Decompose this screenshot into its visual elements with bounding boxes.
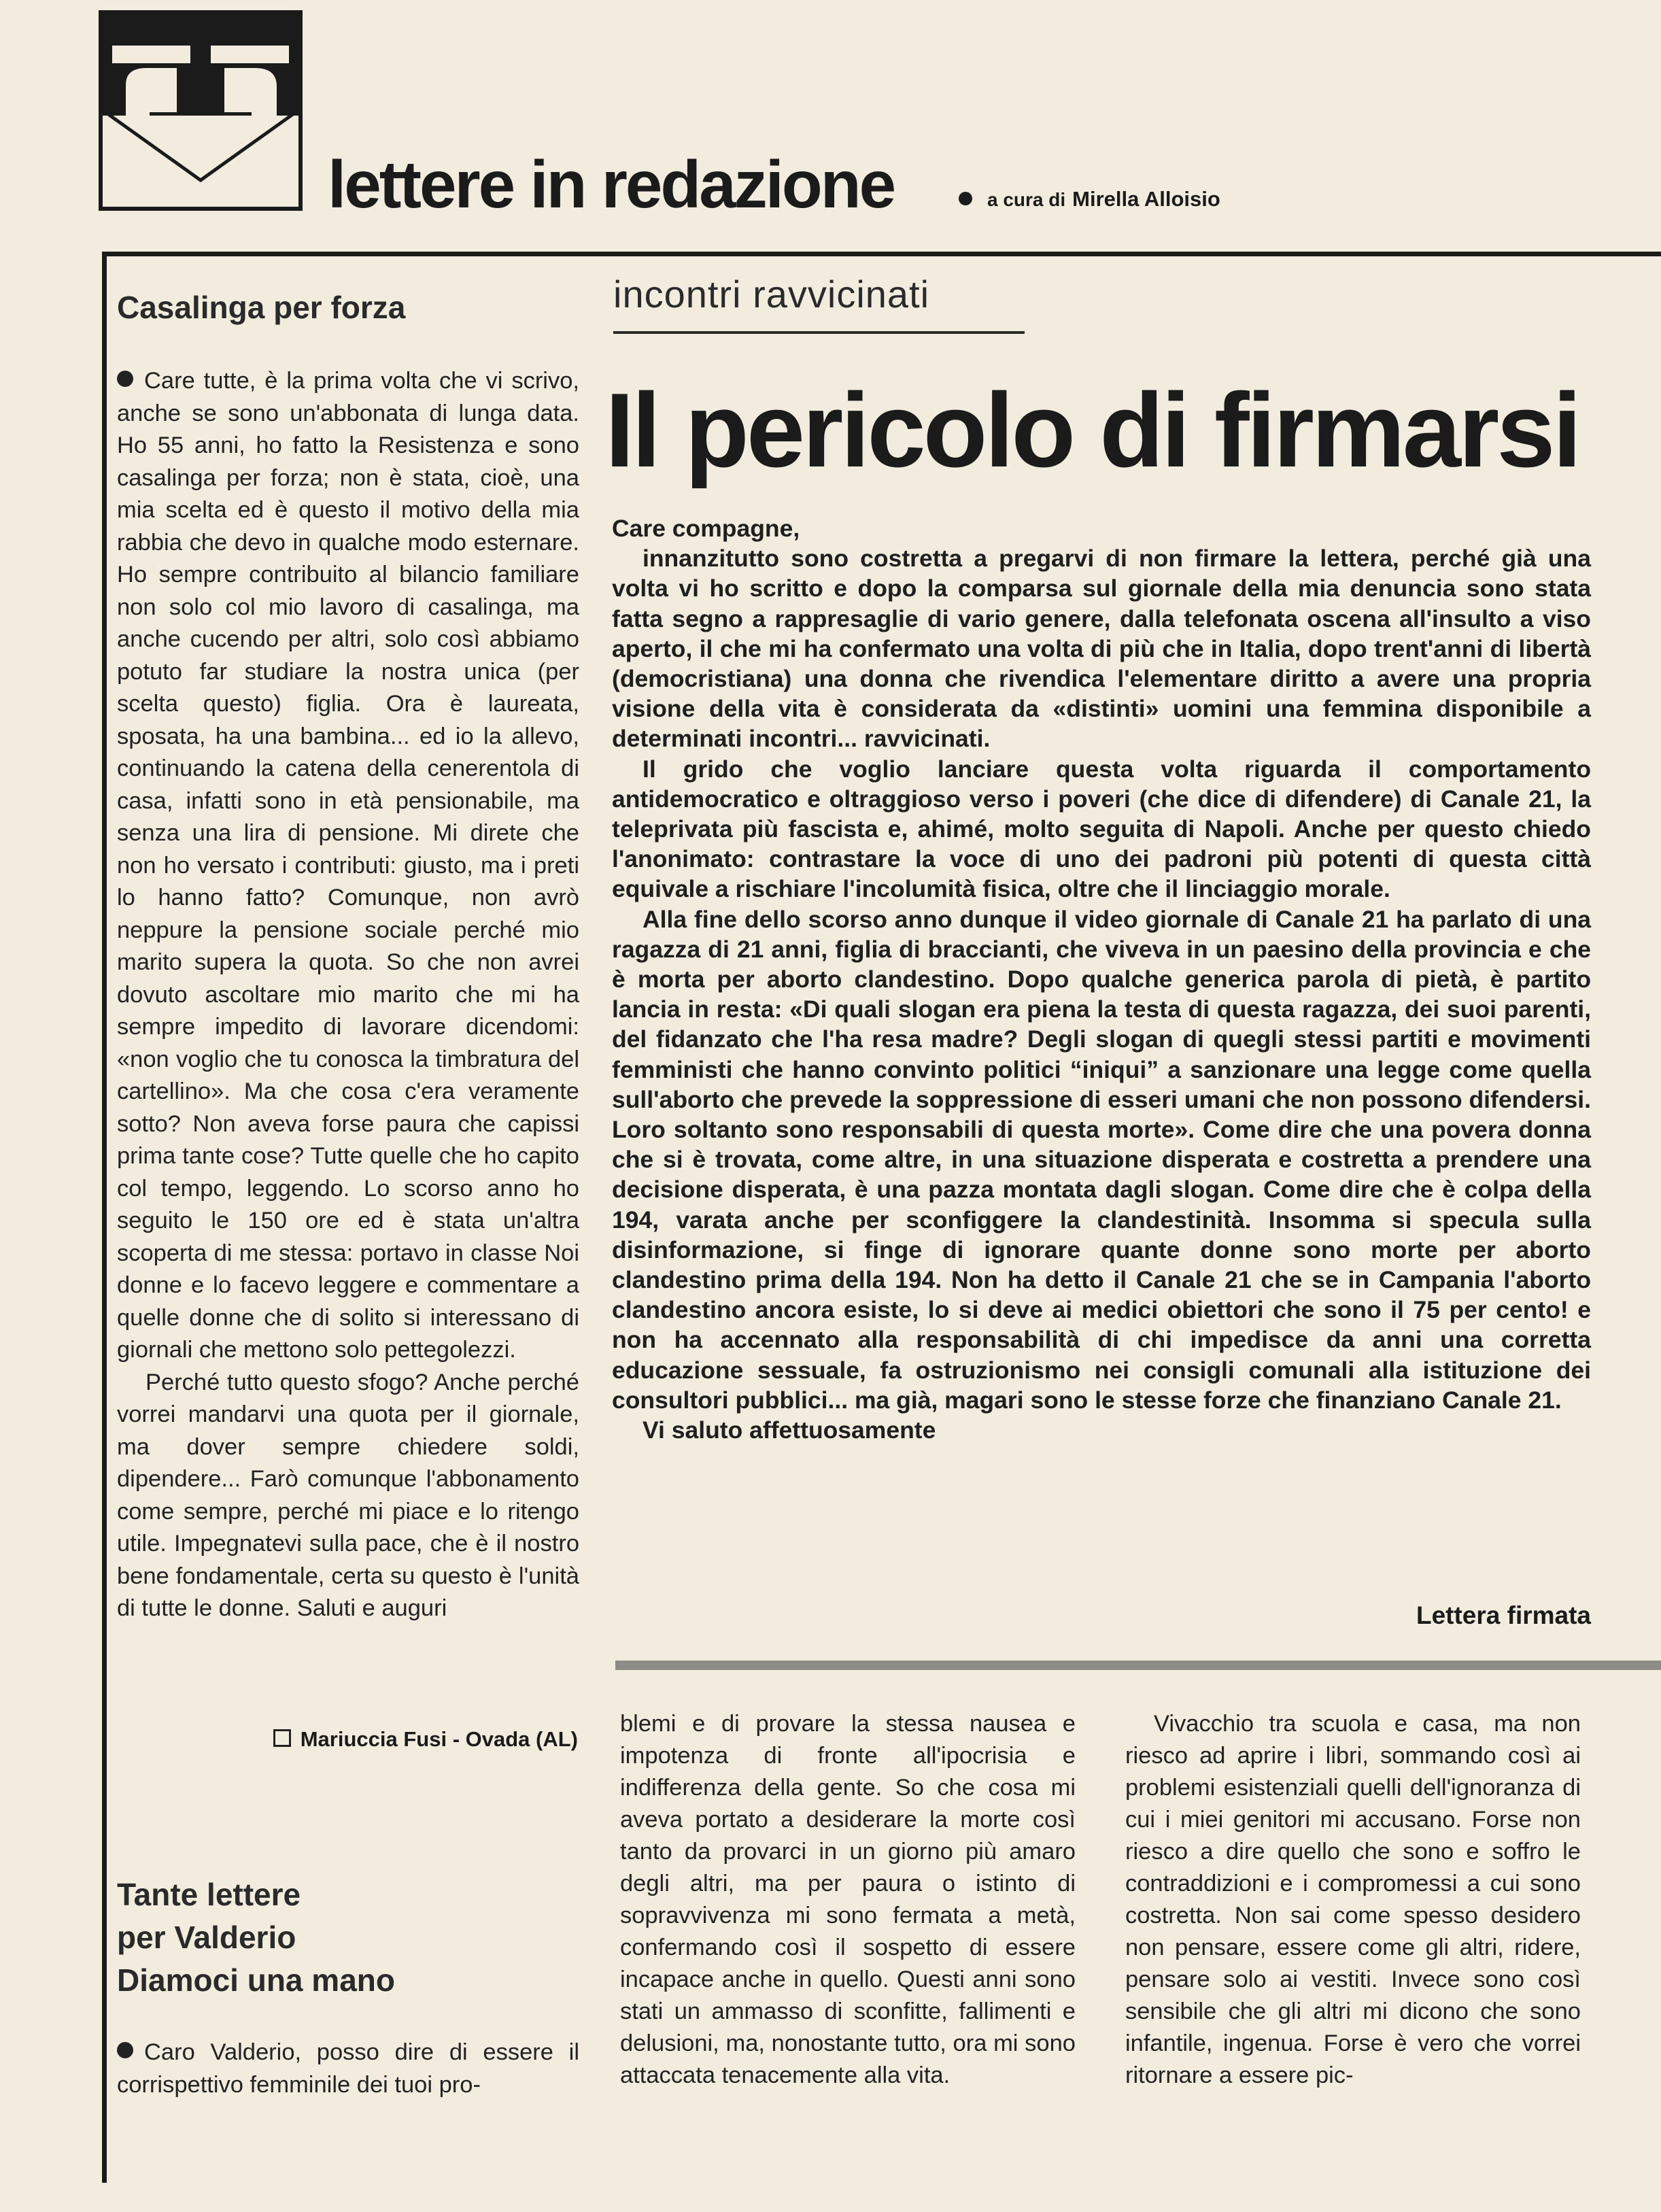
curator-credit — [959, 187, 1220, 211]
section-title: lettere in redazione — [328, 147, 895, 222]
paragraph: Il grido che voglio lanciare questa volta riguarda il comportamento antidemocratico e oltraggioso verso i poveri (che dice di difendere) di Canale 21, la teleprivata più fascista e, ahimé, molto seguita di Napoli. Anche per questo chiedo l'anonimato: contrastare la voce di uno dei padroni più potenti di questa città equivale a rischiare l'incolumità fisica, oltre che il linciaggio morale. — [612, 755, 1591, 903]
kicker-underline — [613, 331, 1025, 334]
paragraph: Alla fine dello scorso anno dunque il video giornale di Canale 21 ha parlato di una ragazza di 21 anni, figlia di braccianti, che viveva in un paesino della provincia e che è morta per aborto clandestino. Dopo qualche generica parola di pietà, è partito lancia in resta: «Di quali slogan era piena la testa di questa ragazza, dei suoi parenti, del fidanzato che l'ha resa madre? Degli slogan di quegli stessi partiti e movimenti femministi che hanno convinto politici “iniqui” a sanzionare una legge come quella sull'aborto che prevede la soppressione di esseri umani che non possono difendersi. Loro soltanto sono responsabili di questa morte». Come dire che una povera donna che si è trovata, come altre, in una situazione disperata e costretta a prendere una decisione disperata, è una pazza montata dagli slogan. Come dire che è colpa della 194, varata anche per sconfiggere la clandestinità. Insomma si specula sulla disinformazione, si finge di ignorare quante donne sono morte per aborto clandestino prima della 194. Non ha detto il Canale 21 che se in Campania l'aborto clandestino ancora esiste, lo si deve ai medici obiettori che sono il 75 per cento! e non ha accennato alla responsabilità di chi impedisce da anni una corretta educazione sessuale, fa ostruzionismo nei consigli comunali alla istituzione dei consultori pubblici... ma già, magari sono le stesse forze che finanziano Canale 21. — [612, 905, 1591, 1414]
header-rule — [102, 252, 1661, 256]
paragraph: Perché tutto questo sfogo? Anche perché vorrei mandarvi una quota per il giornale, ma dover sempre chiedere soldi, dipendere... Farò comunque l'abbonamento come sempre, perché mi piace e lo ritengo utile. Impegnatevi sulla pace, che è il nostro bene fondamentale, certa su questo è l'unità di tutte le donne. Saluti e auguri — [117, 1369, 579, 1621]
paragraph: innanzitutto sono costretta a pregarvi di non firmare la lettera, perché già una volta vi ho scritto e dopo la comparsa sul giornale della mia denuncia sono stata fatta segno a rappresaglie di vario genere, dalla telefonata oscena all'insulto a viso aperto, il che mi ha confermato una volta di più che in Italia, dopo trent'anni di libertà (democristiana) una donna che rivendica l'elementare diritto a avere una propria visione della vita è considerata da «distinti» uomini una femmina disponibile a determinati incontri... ravvicinati. — [612, 545, 1591, 753]
feature-signature: Lettera firmata — [1416, 1601, 1591, 1629]
letter-title-valderio — [117, 1873, 579, 2002]
letter-title-casalinga: Casalinga per forza — [117, 290, 406, 325]
letter-body-casalinga — [117, 365, 579, 1625]
paragraph: Vivacchio tra scuola e casa, ma non riesco ad aprire i libri, sommando così ai problemi esistenziali quelli dell'ignoranza di cui i miei genitori mi accusano. Forse non riesco a dire quello che sono e soffro le contraddizioni e i compromessi a cui sono costretta. Non sai come spesso desidero non pensare, essere come gli altri, ridere, pensare solo ai vestiti. Invece sono così sensibile che gli altri mi dicono che sono infantile, ingenua. Forse è vero che vorrei ritornare a essere pic- — [1125, 1711, 1581, 2088]
curator-name: Mirella Alloisio — [1072, 187, 1220, 211]
bullet-icon — [117, 371, 133, 387]
curator-prefix: a cura di — [987, 189, 1066, 210]
paragraph: Caro Valderio, posso dire di essere il corrispettivo femminile dei tuoi pro- — [117, 2039, 579, 2098]
letter-intro-valderio — [117, 2037, 579, 2101]
left-column-rule — [102, 252, 107, 2183]
closing: Vi saluto affettuosamente — [643, 1416, 936, 1444]
bullet-icon — [959, 192, 972, 205]
title-line: Diamoci una mano — [117, 1962, 395, 1998]
valderio-continuation-column — [620, 1708, 1076, 2092]
feature-bottom-rule — [615, 1661, 1661, 1670]
valderio-continuation-column-2 — [1125, 1708, 1581, 2092]
paragraph: Care tutte, è la prima volta che vi scrivo, anche se sono un'abbonata di lunga data. Ho 55 anni, ho fatto la Resistenza e sono casalinga per forza; non è stata, cioè, una mia scelta ed è questo il motivo della mia rabbia che devo in qualche modo esternare. Ho sempre contribuito al bilancio familiare non solo col mio lavoro di casalinga, ma anche cucendo per altri, solo così abbiamo potuto far studiare la nostra unica (per scelta questo) figlia. Ora è laureata, sposata, ha una bambina... ed io la allevo, continuando la catena della cenerentola di casa, infatti sono in età pensionabile, ma senza una lira di pensione. Mi direte che non ho versato i contributi: giusto, ma i preti lo hanno fatto? Comunque, non avrò neppure la pensione sociale perché mio marito supera la quota. So che non avrei dovuto ascoltare mio marito che mi ha sempre impedito di lavorare dicendomi: «non voglio che tu conosca la timbratura del cartellino». Ma che cosa c'era veramente sotto? Non aveva forse paura che capissi prima tante cose? Tutte quelle che ho capito col tempo, leggendo. Lo scorso anno ho seguito le 150 ore ed è stata un'altra scoperta di me stessa: portavo in classe Noi donne e lo facevo leggere e commentare a quelle donne che di solito si interessano di giornali che mettono solo pettegolezzi. — [117, 368, 579, 1363]
feature-title: Il pericolo di firmarsi — [605, 371, 1579, 489]
salutation: Care compagne, — [612, 515, 800, 542]
paragraph: blemi e di provare la stessa nausea e impotenza di fronte all'ipocrisia e indifferenza della gente. So che cosa mi aveva portato a desiderare la morte così tanto da provarci in un giorno più amaro degli altri, ma per paura o istinto di sopravvivenza mi sono fermata a metà, confermando così il sospetto di essere incapace anche in quello. Questi anni sono stati un ammasso di sconfitte, fallimenti e delusioni, ma, nonostante tutto, ora mi sono attaccata tenacemente alla vita. — [620, 1711, 1076, 2088]
letter-signature-casalinga: Mariuccia Fusi - Ovada (AL) — [252, 1727, 578, 1752]
title-line: Tante lettere — [117, 1877, 301, 1912]
bullet-icon — [117, 2042, 133, 2058]
square-bullet-icon — [273, 1729, 291, 1747]
letters-envelope-logo — [99, 10, 303, 211]
title-line: per Valderio — [117, 1920, 296, 1955]
feature-kicker: incontri ravvicinati — [613, 273, 930, 316]
feature-letter-body — [612, 513, 1591, 1445]
